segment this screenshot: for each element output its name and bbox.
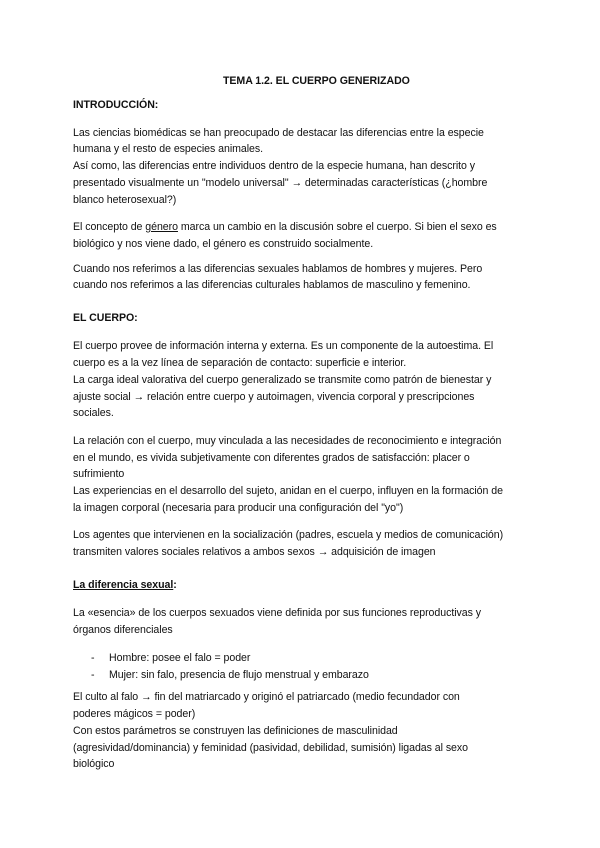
agentes-line-2: transmiten valores sociales relativos a ambos sexos → adquisición de imagen (73, 546, 436, 558)
culto-line-1: El culto al falo → fin del matriarcado y originó el patriarcado (medio fecundador con (73, 691, 460, 703)
intro-line-5: blanco heterosexual?) (73, 194, 177, 206)
esencia-line-1: La «esencia» de los cuerpos sexuados viene definida por sus funciones reproductivas y (73, 607, 481, 619)
bullet-hombre: Hombre: posee el falo = poder (109, 652, 251, 664)
intro-line-3: Así como, las diferencias entre individuos dentro de la especie humana, han descrito y (73, 160, 476, 172)
cuerpo-heading: EL CUERPO: (73, 312, 138, 324)
intro-line-1: Las ciencias biomédicas se han preocupado de destacar las diferencias entre la especie (73, 127, 484, 139)
relacion-line-5: la imagen corporal (necesaria para producir una configuración del "yo") (73, 502, 404, 514)
diferencia-heading-text: La diferencia sexual (73, 579, 174, 591)
culto-line-4: (agresividad/dominancia) y feminidad (pasividad, debilidad, sumisión) ligadas al sexo (73, 742, 468, 754)
diferencia-heading (73, 577, 177, 593)
diferencia-heading-colon: : (173, 579, 177, 591)
intro-line-4: presentado visualmente un "modelo universal" → determinadas características (¿hombre (73, 177, 488, 189)
culto-line-5: biológico (73, 758, 115, 770)
cuerpo-line-3: La carga ideal valorativa del cuerpo generalizado se transmite como patrón de bienestar y (73, 374, 492, 386)
esencia-line-2: órganos diferenciales (73, 624, 173, 636)
cuerpo-line-5: sociales. (73, 407, 114, 419)
agentes-line-1: Los agentes que intervienen en la socialización (padres, escuela y medios de comunicación) (73, 529, 504, 541)
intro-heading: INTRODUCCIÓN: (73, 99, 159, 111)
culto-line-3: Con estos parámetros se construyen las definiciones de masculinidad (73, 725, 398, 737)
cuerpo-line-1: El cuerpo provee de información interna y externa. Es un componente de la autoestima. El (73, 340, 494, 352)
genero-line-1 (73, 219, 497, 235)
cuerpo-line-2: cuerpo es a la vez línea de separación de contacto: superficie e interior. (73, 357, 407, 369)
relacion-line-3: sufrimiento (73, 468, 125, 480)
bullet-marker: - (91, 669, 95, 681)
difs-line-2: cuando nos referimos a las diferencias culturales hablamos de masculino y femenino. (73, 279, 471, 291)
genero-term: género (145, 221, 178, 233)
relacion-line-4: Las experiencias en el desarrollo del sujeto, anidan en el cuerpo, influyen en la formación de (73, 485, 503, 497)
genero-line-2: biológico y nos viene dado, el género es construido socialmente. (73, 238, 374, 250)
genero-post: marca un cambio en la discusión sobre el cuerpo. Si bien el sexo es (177, 221, 497, 233)
difs-line-1: Cuando nos referimos a las diferencias sexuales hablamos de hombres y mujeres. Pero (73, 263, 483, 275)
cuerpo-line-4: ajuste social → relación entre cuerpo y autoimagen, vivencia corporal y prescripciones (73, 391, 475, 403)
genero-pre: El concepto de (73, 221, 146, 233)
relacion-line-1: La relación con el cuerpo, muy vinculada a las necesidades de reconocimiento e integración (73, 435, 502, 447)
bullet-mujer: Mujer: sin falo, presencia de flujo menstrual y embarazo (109, 669, 369, 681)
relacion-line-2: en el mundo, es vivida subjetivamente con diferentes grados de satisfacción: placer o (73, 452, 470, 464)
page-title: TEMA 1.2. EL CUERPO GENERIZADO (223, 75, 410, 87)
culto-line-2: poderes mágicos = poder) (73, 708, 196, 720)
intro-line-2: humana y el resto de especies animales. (73, 143, 264, 155)
bullet-marker: - (91, 652, 95, 664)
